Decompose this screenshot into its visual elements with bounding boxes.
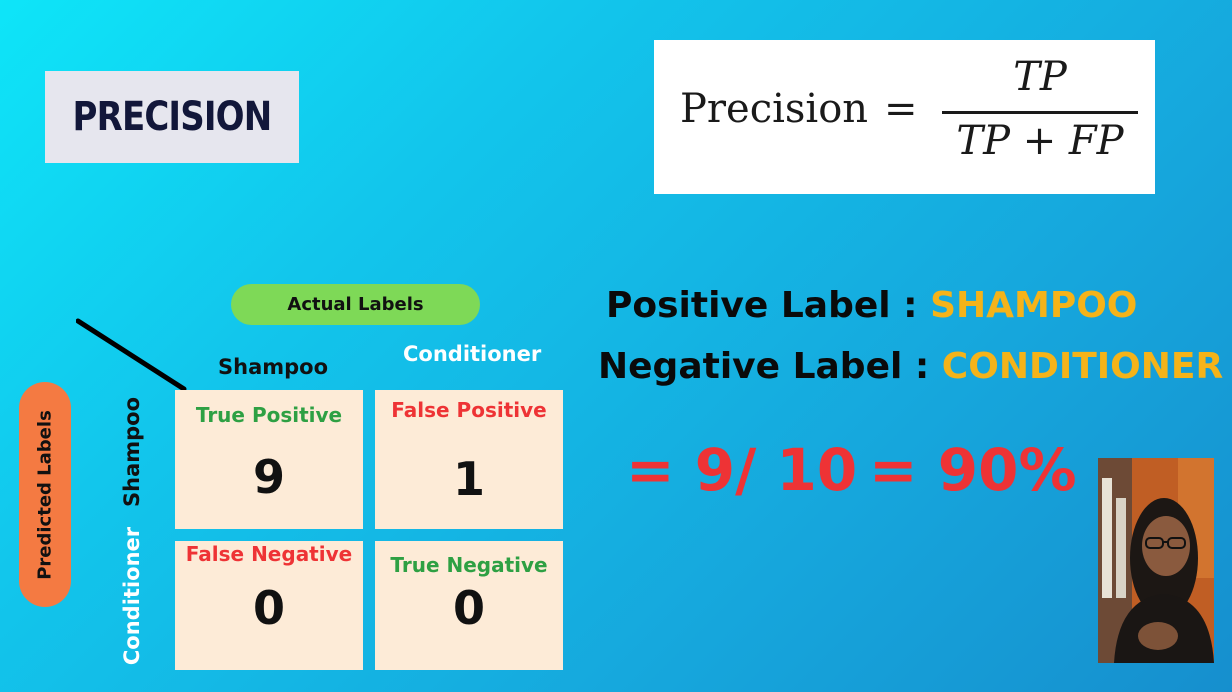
cell-label: True Negative <box>390 553 548 577</box>
page-title: PRECISION <box>72 94 272 140</box>
negative-label-prefix: Negative Label : <box>598 346 942 387</box>
positive-label-prefix: Positive Label : <box>606 285 931 326</box>
cell-false-negative <box>175 541 363 670</box>
formula-denominator: TP + FP <box>956 118 1124 164</box>
cell-false-positive <box>375 390 563 529</box>
positive-label-value: SHAMPOO <box>930 285 1138 326</box>
cell-label: False Negative <box>185 542 353 566</box>
formula-equals: = <box>884 86 918 132</box>
positive-label-line <box>606 285 1137 326</box>
formula-lhs: Precision <box>680 86 869 132</box>
result-fraction: = 9/ 10 <box>626 436 858 504</box>
cell-value: 0 <box>252 581 285 635</box>
fraction-bar <box>942 111 1138 114</box>
diagonal-divider-line <box>76 318 188 392</box>
row-header-conditioner: Conditioner <box>120 526 144 666</box>
cell-label: False Positive <box>391 398 547 422</box>
predicted-labels-text: Predicted Labels <box>34 409 56 580</box>
result-percent: = 90% <box>869 436 1077 504</box>
column-header-conditioner: Conditioner <box>403 342 542 366</box>
cell-value: 9 <box>252 450 285 504</box>
presenter-webcam <box>1098 458 1214 663</box>
cell-label: True Positive <box>195 403 343 427</box>
cell-true-negative <box>375 541 563 670</box>
actual-labels-pill: Actual Labels <box>231 284 480 325</box>
presenter-image <box>1098 458 1214 663</box>
row-header-shampoo: Shampoo <box>120 396 144 508</box>
predicted-labels-pill <box>19 382 71 607</box>
negative-label-value: CONDITIONER <box>941 346 1224 387</box>
cell-value: 0 <box>452 581 485 635</box>
formula-box <box>654 40 1155 194</box>
title-box <box>45 71 299 163</box>
cell-value: 1 <box>452 452 485 506</box>
column-header-shampoo: Shampoo <box>218 355 329 379</box>
formula-numerator: TP <box>1013 54 1067 100</box>
negative-label-line <box>598 346 1223 387</box>
cell-true-positive <box>175 390 363 529</box>
